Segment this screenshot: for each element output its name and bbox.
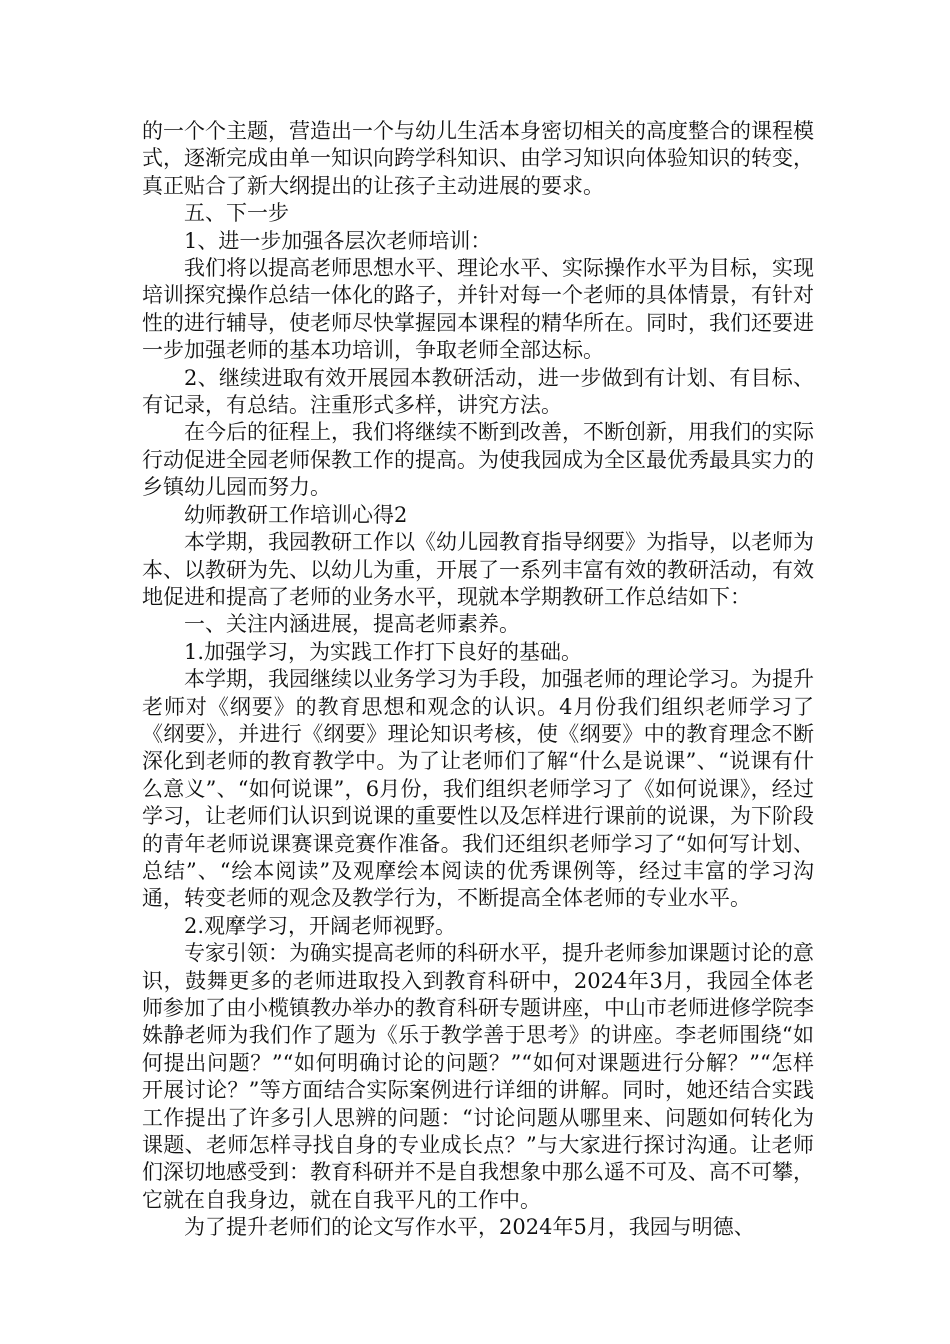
paragraph-future: 在今后的征程上，我们将继续不断到改善，不断创新，用我们的实际行动促进全园老师保教工作的提高。为使我园成为全区最优秀最具实力的乡镇幼儿园而努力。 (142, 420, 814, 500)
paragraph-training-plan: 我们将以提高老师思想水平、理论水平、实际操作水平为目标，实现培训探究操作总结一体化的路子，并针对每一个老师的具体情景，有针对性的进行辅导，使老师尽快掌握园本课程的精华所在。同时，我们还要进一步加强老师的基本功培训，争取老师全部达标。 (142, 256, 814, 363)
section-heading-next-steps: 五、下一步 (184, 201, 289, 226)
subheading-study: 1.加强学习，为实践工作打下良好的基础。 (184, 639, 583, 664)
article-title: 幼师教研工作培训心得2 (184, 502, 408, 527)
paragraph-paper-writing: 为了提升老师们的论文写作水平，2024年5月，我园与明德、 (184, 1215, 755, 1240)
paragraph-continuation: 的一个个主题，营造出一个与幼儿生活本身密切相关的高度整合的课程模式，逐渐完成由单一知识向跨学科知识、由学习知识向体验知识的转变，真正贴合了新大纲提出的让孩子主动进展的要求。 (142, 119, 814, 198)
paragraph-intro: 本学期，我园教研工作以《幼儿园教育指导纲要》为指导，以老师为本、以教研为先、以幼儿为重，开展了一系列丰富有效的教研活动，有效地促进和提高了老师的业务水平，现就本学期教研工作总结如下： (142, 530, 814, 609)
paragraph-research-activities: 2、继续进取有效开展园本教研活动，进一步做到有计划、有目标、有记录，有总结。注重形式多样，讲究方法。 (142, 365, 814, 418)
subheading-observation: 2.观摩学习，开阔老师视野。 (184, 913, 457, 938)
section-heading-one: 一、关注内涵进展，提高老师素养。 (184, 612, 520, 637)
document-body (142, 118, 814, 1242)
paragraph-study-details: 本学期，我园继续以业务学习为手段，加强老师的理论学习。为提升老师对《纲要》的教育思想和观念的认识。4月份我们组织老师学习了《纲要》，并进行《纲要》理论知识考核，使《纲要》中的教育理念不断深化到老师的教育教学中。为了让老师们了解“什么是说课”、“说课有什么意义”、“如何说课”，6月份，我们组织老师学习了《如何说课》，经过学习，让老师们认识到说课的重要性以及怎样进行课前的说课，为下阶段的青年老师说课赛课竞赛作准备。我们还组织老师学习了“如何写计划、总结”、“绘本阅读”及观摩绘本阅读的优秀课例等，经过丰富的学习沟通，转变老师的观念及教学行为，不断提高全体老师的专业水平。 (142, 667, 814, 911)
paragraph-expert-guidance: 专家引领：为确实提高老师的科研水平，提升老师参加课题讨论的意识，鼓舞更多的老师进取投入到教育科研中，2024年3月，我园全体老师参加了由小榄镇教办举办的教育科研专题讲座，中山市老师进修学院李姝静老师为我们作了题为《乐于教学善于思考》的讲座。李老师围绕“如何提出问题？”“如何明确讨论的问题？”“如何对课题进行分解？”“怎样开展讨论？”等方面结合实际案例进行详细的讲解。同时，她还结合实践工作提出了许多引人思辨的问题：“讨论问题从哪里来、问题如何转化为课题、老师怎样寻找自身的专业成长点？”与大家进行探讨沟通。让老师们深切地感受到：教育科研并不是自我想象中那么遥不可及、高不可攀，它就在自我身边，就在自我平凡的工作中。 (142, 941, 814, 1212)
subheading-teacher-training: 1、进一步加强各层次老师培训： (184, 228, 492, 253)
